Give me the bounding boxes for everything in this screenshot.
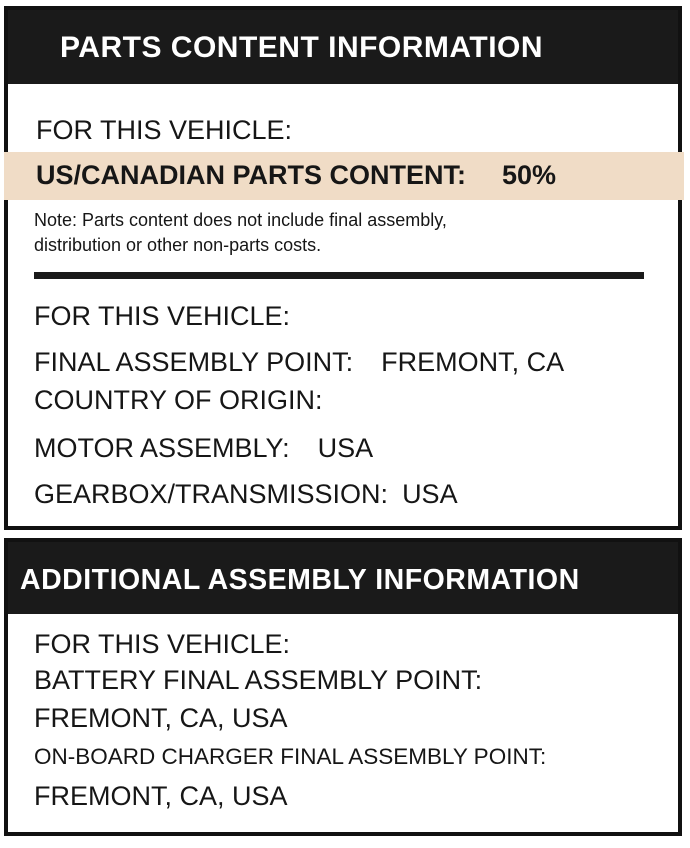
note-line-1: Note: Parts content does not include final assembly, bbox=[34, 210, 447, 230]
section-divider bbox=[34, 272, 644, 279]
parts-content-panel bbox=[4, 6, 682, 530]
note-line-2: distribution or other non-parts costs. bbox=[34, 235, 322, 255]
additional-assembly-panel bbox=[4, 538, 682, 836]
battery-assembly-value: FREMONT, CA, USA bbox=[34, 703, 288, 733]
charger-assembly-label: ON-BOARD CHARGER FINAL ASSEMBLY POINT: bbox=[34, 744, 547, 769]
for-this-vehicle-label-3: FOR THIS VEHICLE: bbox=[34, 629, 291, 659]
charger-assembly-value: FREMONT, CA, USA bbox=[34, 781, 288, 811]
parts-content-header: PARTS CONTENT INFORMATION bbox=[8, 10, 678, 84]
motor-assembly-label: MOTOR ASSEMBLY: bbox=[34, 433, 290, 463]
parts-content-label: US/CANADIAN PARTS CONTENT: bbox=[36, 160, 466, 190]
for-this-vehicle-label: FOR THIS VEHICLE: bbox=[36, 115, 293, 145]
battery-assembly-label: BATTERY FINAL ASSEMBLY POINT: bbox=[34, 665, 483, 695]
gearbox-value: USA bbox=[402, 479, 458, 509]
gearbox-label: GEARBOX/TRANSMISSION: bbox=[34, 479, 389, 509]
final-assembly-label: FINAL ASSEMBLY POINT: bbox=[34, 347, 354, 377]
parts-content-value: 50% bbox=[502, 160, 557, 190]
gearbox-row bbox=[34, 478, 458, 510]
motor-assembly-row bbox=[34, 432, 373, 464]
additional-assembly-header: ADDITIONAL ASSEMBLY INFORMATION bbox=[8, 542, 678, 614]
final-assembly-row bbox=[34, 346, 564, 378]
parts-content-note bbox=[34, 208, 447, 258]
parts-content-row bbox=[36, 159, 556, 191]
for-this-vehicle-label-2: FOR THIS VEHICLE: bbox=[34, 301, 291, 331]
final-assembly-value: FREMONT, CA bbox=[381, 347, 565, 377]
country-of-origin-label: COUNTRY OF ORIGIN: bbox=[34, 385, 323, 415]
motor-assembly-value: USA bbox=[317, 433, 374, 463]
